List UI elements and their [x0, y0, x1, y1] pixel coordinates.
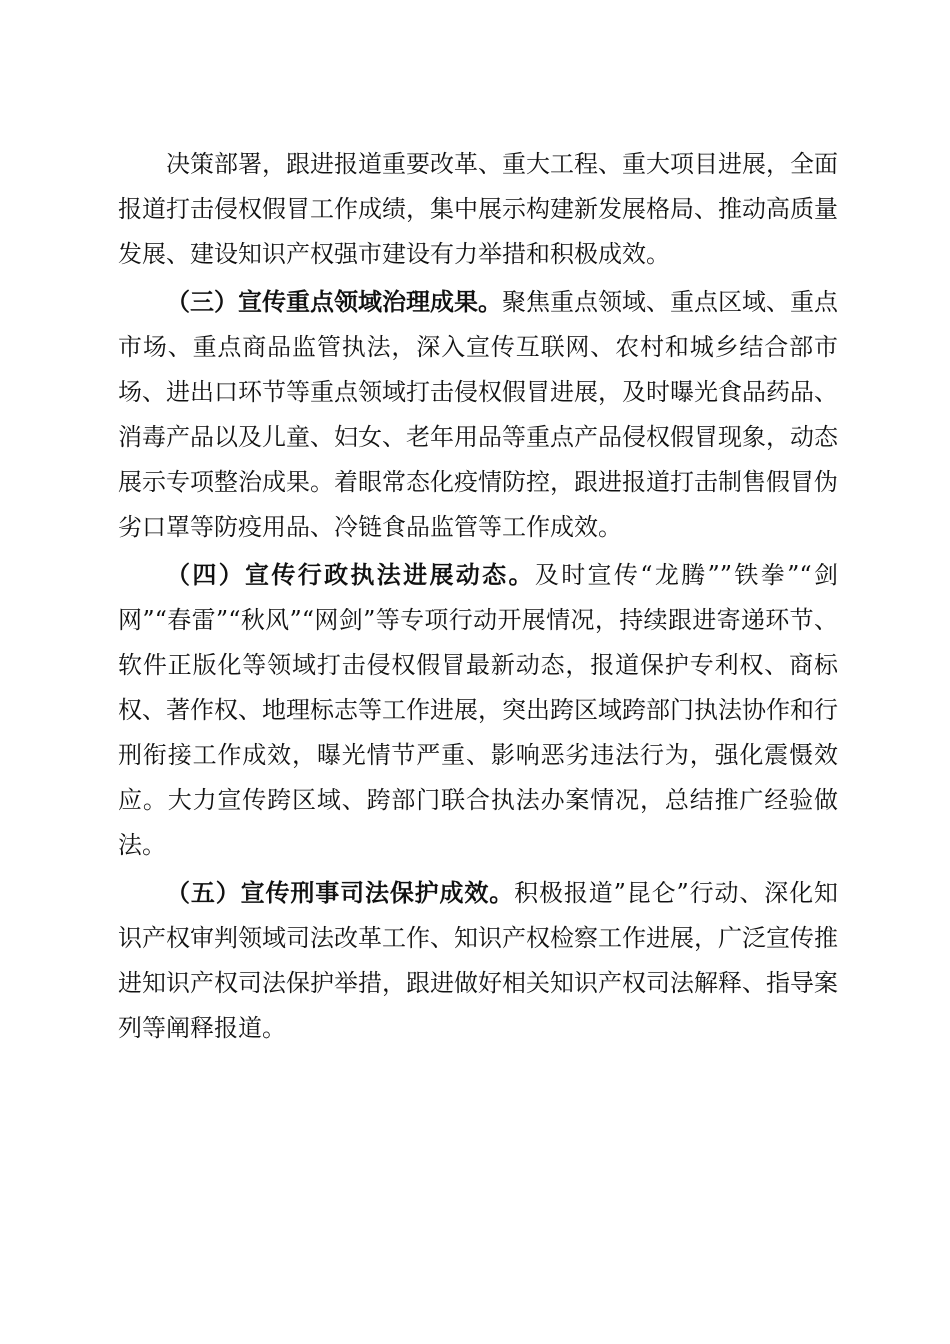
section-three-heading: （三）宣传重点领域治理成果。 — [166, 287, 502, 316]
paragraph-continuation — [118, 142, 838, 277]
section-three-paragraph — [118, 279, 838, 550]
paragraph-text: 决策部署，跟进报道重要改革、重大工程、重大项目进展，全面报道打击侵权假冒工作成绩，集中展示构建新发展格局、推动高质量发展、建设知识产权强市建设有力举措和积极成效。 — [118, 150, 838, 268]
section-five-text: 积极报道”昆仑”行动、深化知识产权审判领域司法改革工作、知识产权检察工作进展，广泛宣传推进知识产权司法保护举措，跟进做好相关知识产权司法解释、指导案列等阐释报道。 — [118, 879, 839, 1042]
document-body — [118, 142, 838, 1051]
section-four-paragraph — [118, 552, 838, 868]
section-three-text: 聚焦重点领域、重点区域、重点市场、重点商品监管执法，深入宣传互联网、农村和城乡结合部市场、进出口环节等重点领域打击侵权假冒进展，及时曝光食品药品、消毒产品以及儿童、妇女、老年用品等重点产品侵权假冒现象，动态展示专项整治成果。着眼常态化疫情防控，跟进报道打击制售假冒伪劣口罩等防疫用品、冷链食品监管等工作成效。 — [118, 288, 838, 541]
section-five-paragraph — [118, 870, 838, 1051]
section-four-text: 及时宣传“龙腾””铁拳”“剑网”“春雷”“秋风”“网剑”等专项行动开展情况，持续跟进寄递环节、软件正版化等领域打击侵权假冒最新动态，报道保护专利权、商标权、著作权、地理标志等工作进展，突出跨区域跨部门执法协作和行刑衔接工作成效，曝光情节严重、影响恶劣违法行为，强化震慑效应。大力宣传跨区域、跨部门联合执法办案情况，总结推广经验做法。 — [118, 561, 838, 859]
section-four-heading: （四）宣传行政执法进展动态。 — [166, 560, 535, 589]
section-five-heading: （五）宣传刑事司法保护成效。 — [166, 878, 515, 907]
